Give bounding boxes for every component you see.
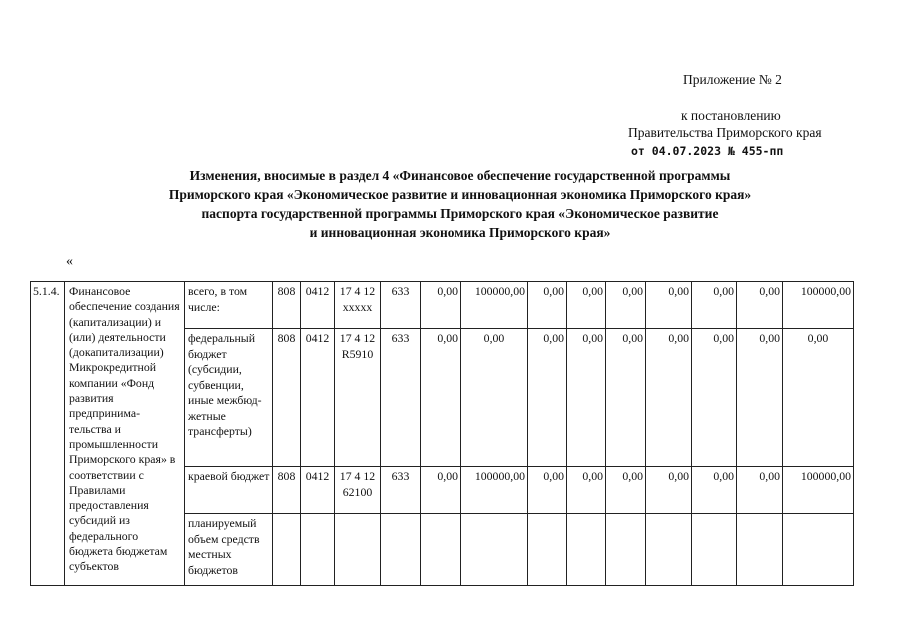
amount-cell: 0,00 (528, 329, 567, 467)
funding-source-cell: планируемый объем средств местных бюджетов (185, 514, 273, 586)
amount-cell (606, 514, 646, 586)
appendix-label: Приложение № 2 (683, 72, 782, 87)
funding-source-cell: федеральный бюджет (субсидии, субвенции, иные межбюд-жетные трансферты) (185, 329, 273, 467)
amount-cell: 0,00 (528, 282, 567, 329)
document-title (100, 166, 820, 242)
opening-quote-mark: « (66, 254, 73, 269)
grbs-cell: 808 (273, 467, 301, 514)
vr-cell: 633 (381, 282, 421, 329)
amount-cell: 0,00 (646, 467, 692, 514)
amount-cell: 0,00 (737, 467, 783, 514)
csr-cell: 17 4 12 62100 (335, 467, 381, 514)
financing-table (30, 281, 854, 586)
amount-cell: 0,00 (606, 329, 646, 467)
amount-cell (692, 514, 737, 586)
title-line: паспорта государственной программы Приморского края «Экономическое развитие (201, 206, 719, 221)
amount-cell: 0,00 (692, 282, 737, 329)
resolution-label: к постановлению (681, 108, 781, 123)
amount-cell: 0,00 (421, 329, 461, 467)
amount-cell: 0,00 (567, 282, 606, 329)
csr-cell (335, 514, 381, 586)
rzpr-cell: 0412 (301, 467, 335, 514)
item-number-cell: 5.1.4. (31, 282, 65, 586)
title-line: Изменения, вносимые в раздел 4 «Финансовое обеспечение государственной программы (189, 168, 731, 183)
vr-cell: 633 (381, 329, 421, 467)
amount-cell: 0,00 (737, 282, 783, 329)
title-line: Приморского края «Экономическое развитие и инновационная экономика Приморского края» (168, 187, 752, 202)
amount-cell (461, 514, 528, 586)
csr-cell: 17 4 12 R5910 (335, 329, 381, 467)
total-amount-cell: 0,00 (783, 329, 854, 467)
amount-cell: 0,00 (567, 467, 606, 514)
funding-source-cell: краевой бюджет (185, 467, 273, 514)
amount-cell: 0,00 (421, 282, 461, 329)
vr-cell: 633 (381, 467, 421, 514)
amount-cell: 0,00 (528, 467, 567, 514)
amount-cell: 0,00 (737, 329, 783, 467)
amount-cell (528, 514, 567, 586)
amount-cell (421, 514, 461, 586)
csr-cell: 17 4 12 xxxxx (335, 282, 381, 329)
amount-cell: 0,00 (461, 329, 528, 467)
rzpr-cell (301, 514, 335, 586)
amount-cell: 0,00 (567, 329, 606, 467)
amount-cell: 0,00 (646, 329, 692, 467)
amount-cell: 0,00 (692, 329, 737, 467)
title-line: и инновационная экономика Приморского края» (309, 225, 611, 240)
grbs-cell: 808 (273, 282, 301, 329)
total-amount-cell: 100000,00 (783, 282, 854, 329)
total-amount-cell: 100000,00 (783, 467, 854, 514)
grbs-cell: 808 (273, 329, 301, 467)
table-row (31, 282, 854, 329)
amount-cell: 0,00 (421, 467, 461, 514)
funding-source-cell: всего, в том числе: (185, 282, 273, 329)
government-label: Правительства Приморского края (628, 125, 822, 140)
amount-cell (567, 514, 606, 586)
grbs-cell (273, 514, 301, 586)
amount-cell: 0,00 (606, 282, 646, 329)
rzpr-cell: 0412 (301, 329, 335, 467)
amount-cell: 0,00 (646, 282, 692, 329)
amount-cell: 100000,00 (461, 282, 528, 329)
amount-cell (737, 514, 783, 586)
rzpr-cell: 0412 (301, 282, 335, 329)
total-amount-cell (783, 514, 854, 586)
amount-cell: 100000,00 (461, 467, 528, 514)
vr-cell (381, 514, 421, 586)
amount-cell: 0,00 (606, 467, 646, 514)
amount-cell: 0,00 (692, 467, 737, 514)
amount-cell (646, 514, 692, 586)
item-description-cell: Финансовое обеспечение создания (капитализации) и (или) деятельности (докапитализации) Микрокредитной компании «Фонд развития предпринима-тельства и промышленности Приморского края» в соответствии с Правилами предоставления субсидий из федерального бюджета бюджетам субъектов (65, 282, 185, 586)
resolution-date-stamp: от 04.07.2023 № 455-пп (631, 144, 784, 158)
